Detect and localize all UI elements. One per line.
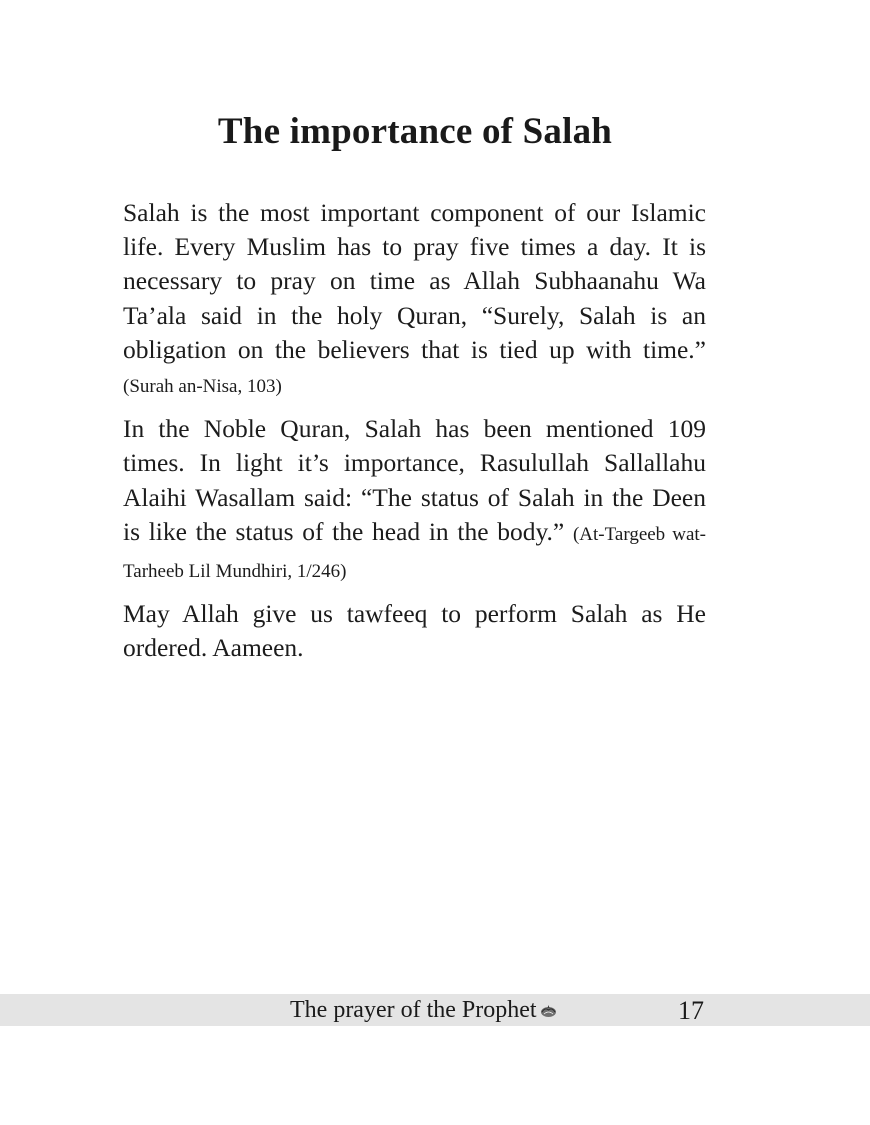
footer-book-title [290, 996, 557, 1024]
paragraph-2 [123, 412, 706, 589]
paragraph-2-text: In the Noble Quran, Salah has been mentioned 109 times. In light it’s importance, Rasulullah Sallallahu Alaihi Wasallam said: “The status of Salah in the Deen is like the status of the head in the body.” [123, 414, 706, 546]
paragraph-3 [123, 597, 706, 665]
paragraph-1 [123, 196, 706, 404]
salawat-calligraphy-icon [540, 1004, 557, 1018]
page-title: The importance of Salah [217, 111, 613, 152]
citation-surah-an-nisa: (Surah an-Nisa, 103) [123, 376, 282, 398]
page-number: 17 [678, 996, 704, 1025]
running-footer [0, 994, 870, 1026]
body-text [123, 196, 706, 674]
citation-at-targeeb: (At-Targeeb wat-Tarheeb Lil Mundhiri, 1/246) [123, 523, 707, 583]
footer-book-title-text: The prayer of the Prophet [290, 997, 537, 1023]
paragraph-3-text: May Allah give us tawfeeq to perform Salah as He ordered. Aameen. [123, 599, 706, 663]
paragraph-1-text: Salah is the most important component of our Islamic life. Every Muslim has to pray five times a day. It is necessary to pray on time as Allah Subhaanahu Wa Ta’ala said in the holy Quran, “Surely, Salah is an obligation on the believers that is tied up with time.” [123, 198, 706, 364]
